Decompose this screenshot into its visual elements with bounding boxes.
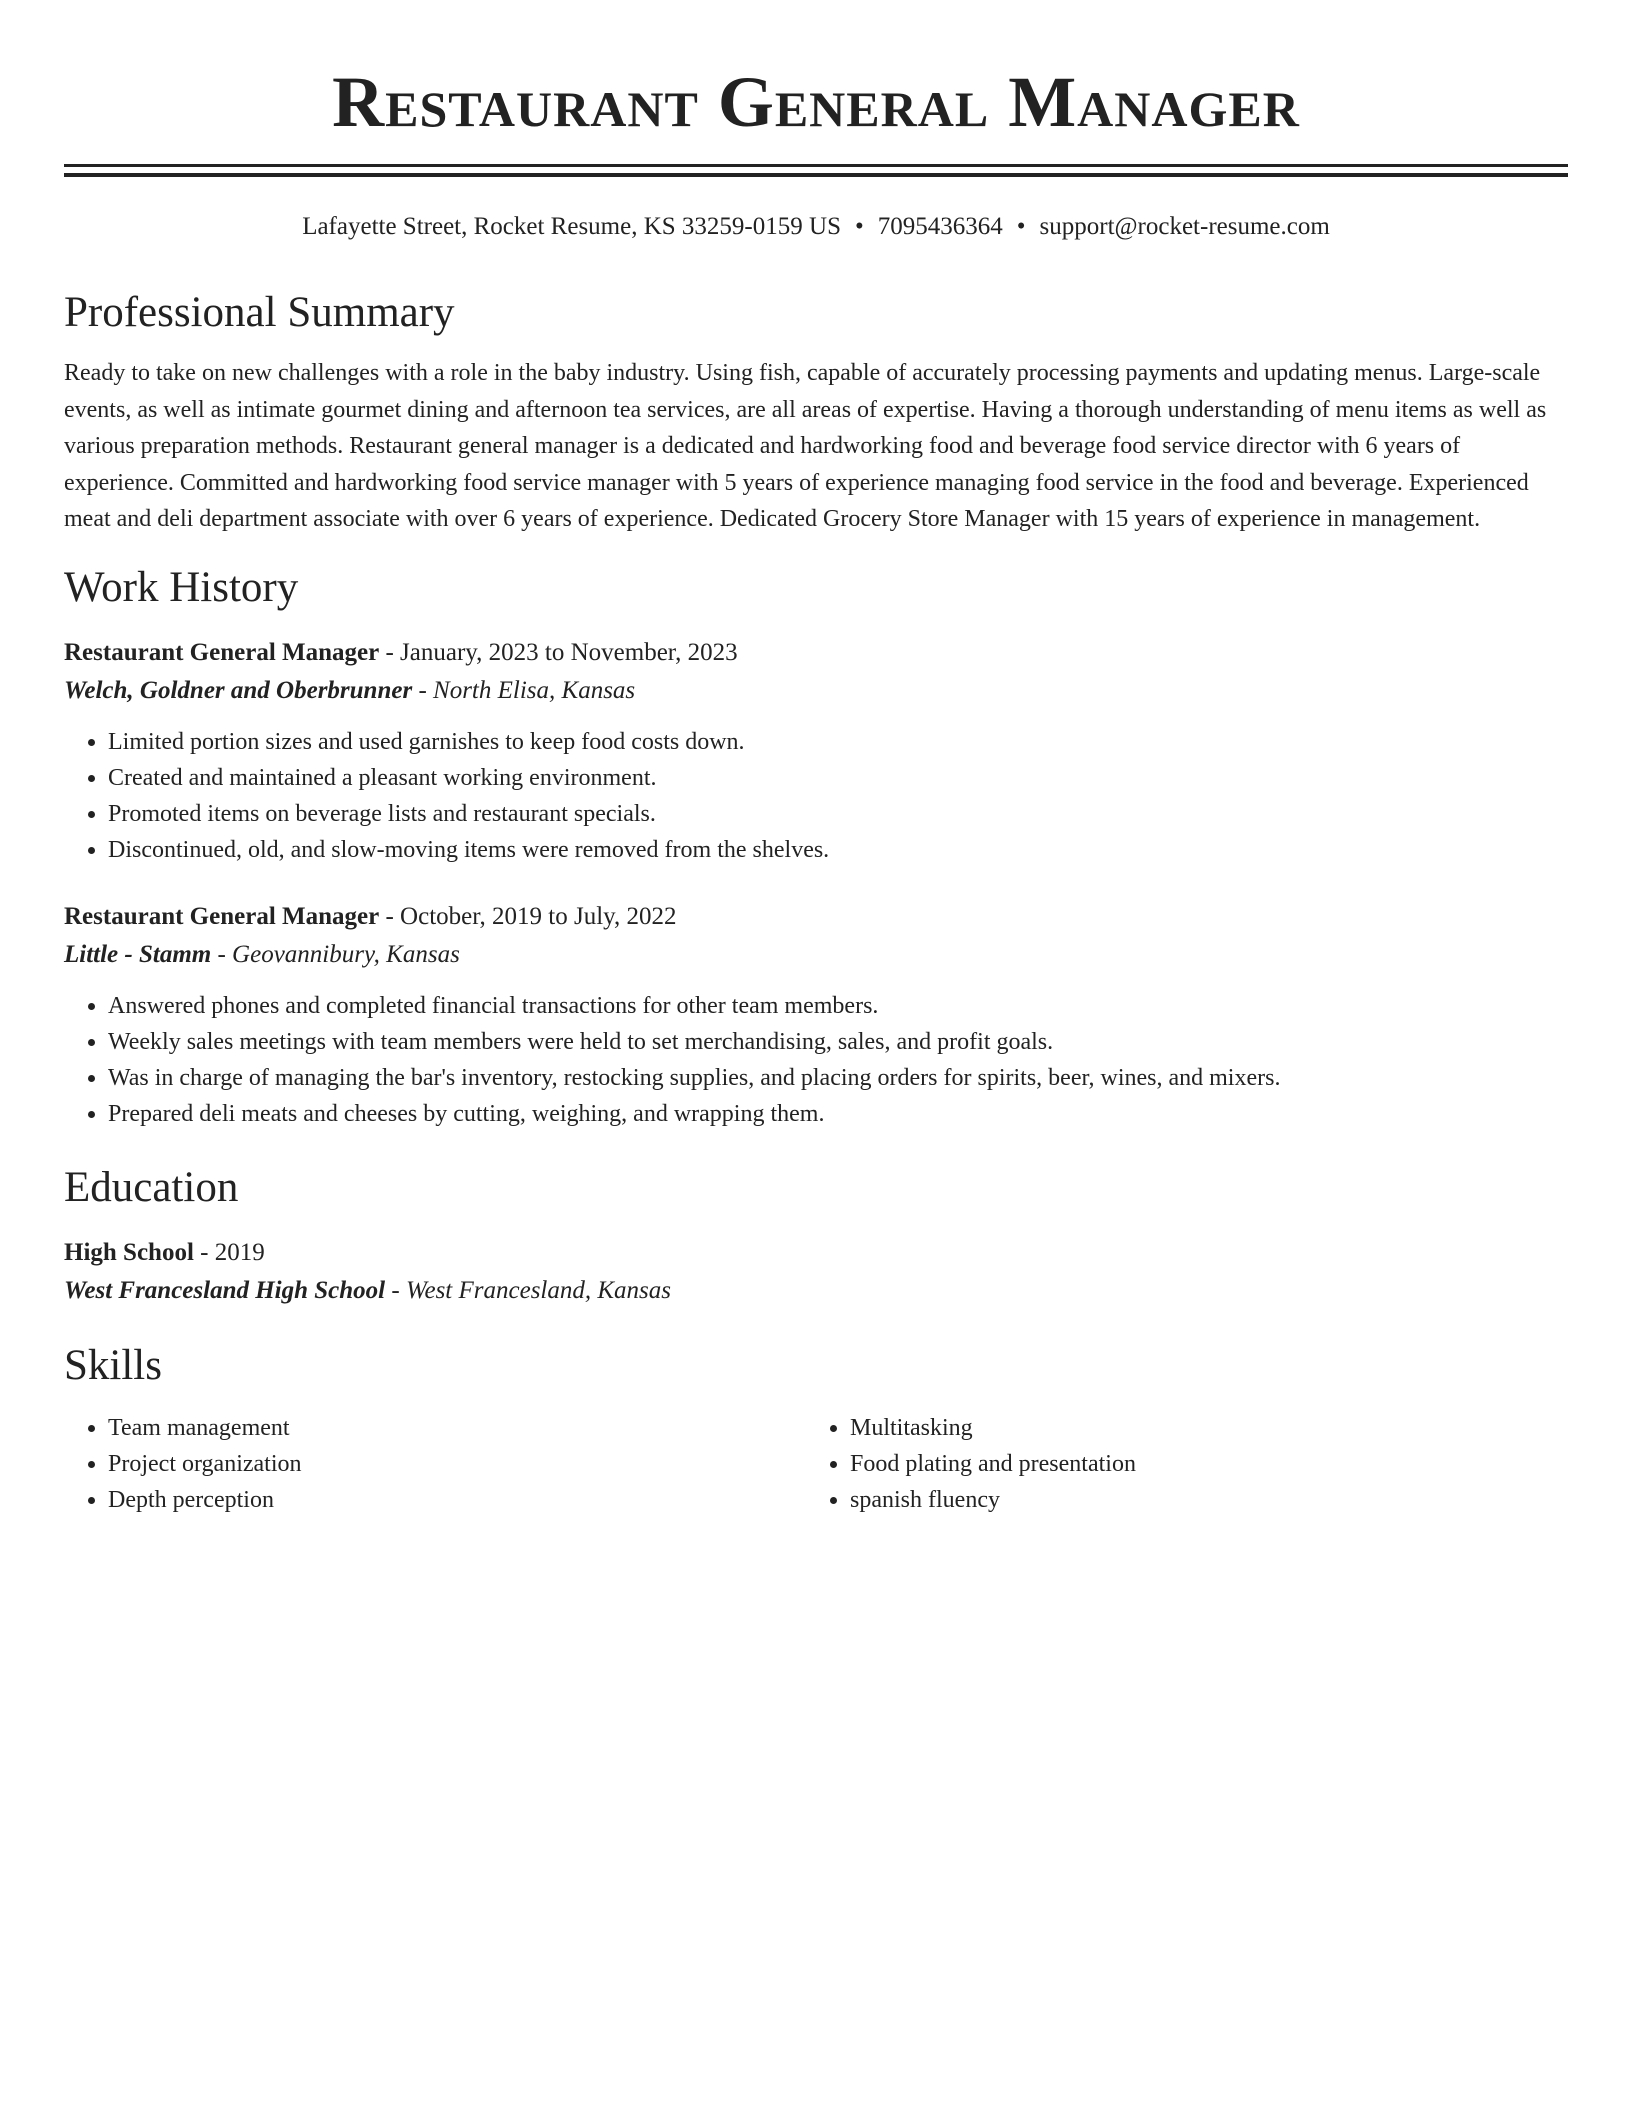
- skill-item: • Team management: [108, 1410, 806, 1446]
- job-company: Welch, Goldner and Oberbrunner: [64, 676, 413, 704]
- skills-column-left: [64, 1410, 806, 1518]
- skills-grid: [64, 1410, 1568, 1518]
- job-company: Little - Stamm: [64, 940, 212, 968]
- job-duty: • Was in charge of managing the bar's inventory, restocking supplies, and placing orders for spirits, beer, wines, and mixers.: [108, 1060, 1568, 1096]
- skill-item: • Project organization: [108, 1446, 806, 1482]
- header-divider-top: [64, 164, 1568, 167]
- contact-email: support@rocket-resume.com: [1039, 213, 1330, 240]
- contact-phone: 7095436364: [877, 213, 1003, 240]
- job-location: - North Elisa, Kansas: [412, 676, 636, 704]
- job-title-line: [64, 898, 1568, 936]
- education-year: - 2019: [193, 1238, 265, 1266]
- education-degree: High School: [64, 1238, 194, 1266]
- job-entry: [64, 634, 1568, 868]
- work-history-heading: Work History: [64, 563, 299, 611]
- education-degree-line: [64, 1234, 1568, 1272]
- job-duties-list: [64, 724, 1568, 868]
- job-position: Restaurant General Manager: [64, 638, 380, 666]
- skill-item: • Food plating and presentation: [850, 1446, 1548, 1482]
- job-location: - Geovannibury, Kansas: [211, 940, 460, 968]
- contact-line: [64, 211, 1568, 243]
- job-duty: • Limited portion sizes and used garnishes to keep food costs down.: [108, 724, 1568, 760]
- job-dates: - October, 2019 to July, 2022: [379, 902, 677, 930]
- job-position: Restaurant General Manager: [64, 902, 380, 930]
- contact-separator: •: [1016, 213, 1026, 240]
- job-duty: • Created and maintained a pleasant working environment.: [108, 760, 1568, 796]
- education-school: West Francesland High School: [64, 1276, 386, 1304]
- job-duty: • Answered phones and completed financial transactions for other team members.: [108, 988, 1568, 1024]
- skill-item: • spanish fluency: [850, 1482, 1548, 1518]
- skills-list: [64, 1410, 806, 1518]
- job-duty: • Prepared deli meats and cheeses by cutting, weighing, and wrapping them.: [108, 1096, 1568, 1132]
- skills-column-right: [806, 1410, 1548, 1518]
- job-duties-list: [64, 988, 1568, 1132]
- job-entry: [64, 898, 1568, 1132]
- skill-item: • Depth perception: [108, 1482, 806, 1518]
- job-company-line: [64, 936, 1568, 974]
- skills-list: [806, 1410, 1548, 1518]
- job-duty: • Weekly sales meetings with team members were held to set merchandising, sales, and profit goals.: [108, 1024, 1568, 1060]
- summary-text: Ready to take on new challenges with a role in the baby industry. Using fish, capable of accurately processing payments and updating menus. Large-scale events, as well as intimate gourmet dining and afternoon tea services, are all areas of expertise. Having a thorough understanding of menu items as well as various preparation methods. Restaurant general manager is a dedicated and hardworking food and beverage food service director with 6 years of experience. Committed and hardworking food service manager with 5 years of experience managing food service in the food and beverage. Experienced meat and deli department associate with over 6 years of experience. Dedicated Grocery Store Manager with 15 years of experience in management.: [64, 360, 1547, 532]
- job-company-line: [64, 672, 1568, 710]
- education-school-line: [64, 1272, 1568, 1310]
- job-title-line: [64, 634, 1568, 672]
- summary-heading: Professional Summary: [64, 289, 455, 336]
- skills-heading: Skills: [64, 1341, 162, 1389]
- skill-item: • Multitasking: [850, 1410, 1548, 1446]
- contact-separator: •: [854, 213, 864, 240]
- header-divider-bottom: [64, 173, 1568, 177]
- job-duty: • Promoted items on beverage lists and restaurant specials.: [108, 796, 1568, 832]
- education-location: - West Francesland, Kansas: [385, 1276, 672, 1304]
- resume-name: Restaurant General Manager: [332, 62, 1300, 142]
- education-heading: Education: [64, 1163, 239, 1211]
- contact-address: Lafayette Street, Rocket Resume, KS 33259-0159 US: [302, 213, 841, 240]
- job-duty: • Discontinued, old, and slow-moving items were removed from the shelves.: [108, 832, 1568, 868]
- job-dates: - January, 2023 to November, 2023: [379, 638, 738, 666]
- education-entry: [64, 1234, 1568, 1310]
